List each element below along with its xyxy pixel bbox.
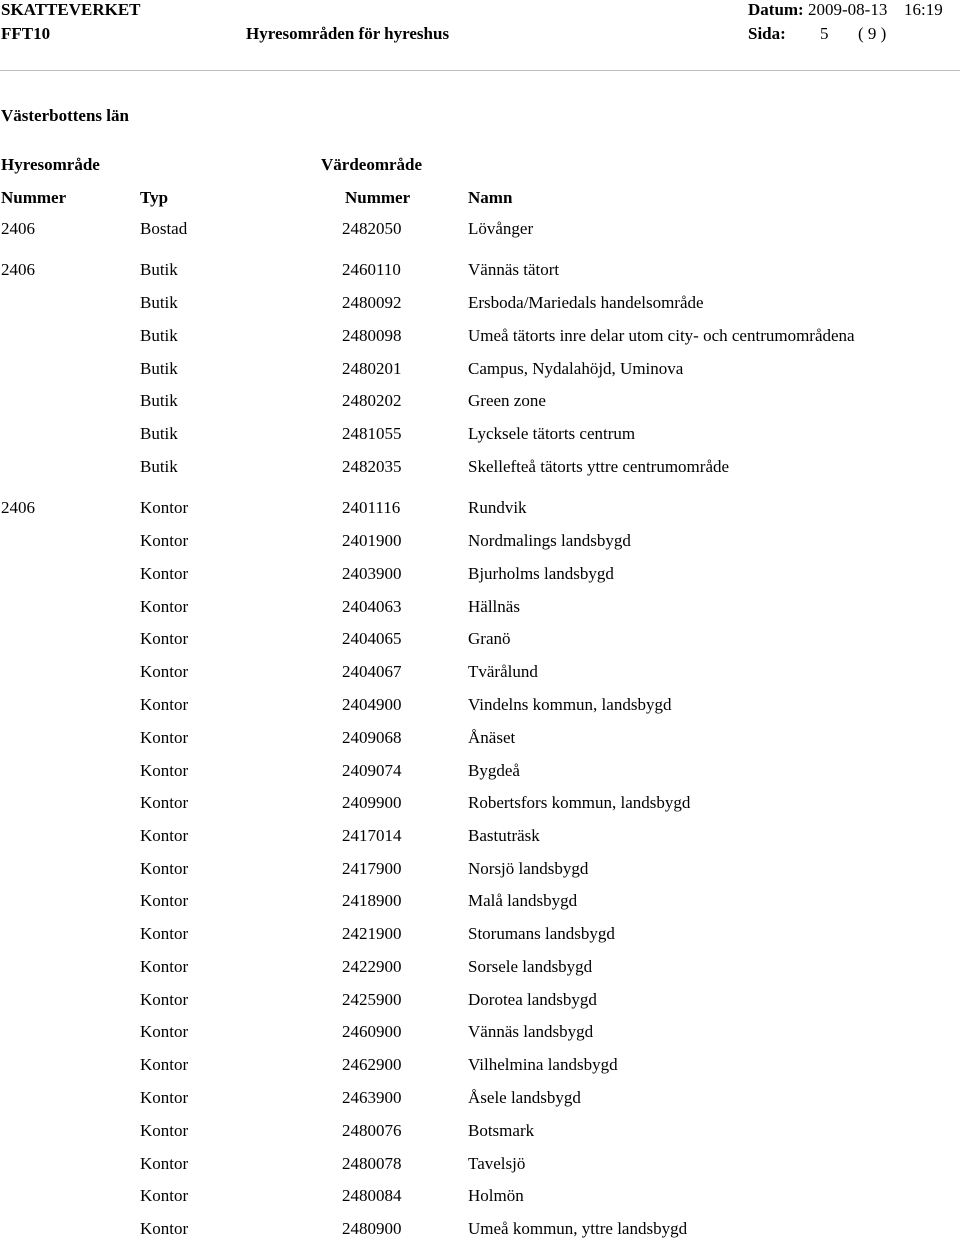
col-nummer-vardeomrade: Nummer <box>345 188 411 207</box>
table-row <box>0 1152 960 1176</box>
cell-typ: Kontor <box>140 695 189 714</box>
cell-namn: Ånäset <box>468 728 516 747</box>
table-row <box>0 988 960 1012</box>
cell-typ: Butik <box>140 260 178 279</box>
table-row <box>0 455 960 479</box>
cell-typ: Butik <box>140 293 178 312</box>
cell-namn: Storumans landsbygd <box>468 924 615 943</box>
cell-namn: Umeå tätorts inre delar utom city- och centrumområdena <box>468 326 855 345</box>
date-value: 2009-08-13 <box>808 0 888 19</box>
cell-namn: Tavelsjö <box>468 1154 526 1173</box>
org-name: SKATTEVERKET <box>1 0 141 19</box>
table-row <box>0 595 960 619</box>
cell-vardeomrade-nummer: 2480076 <box>342 1121 402 1140</box>
table-row <box>0 922 960 946</box>
table-row <box>0 217 960 241</box>
cell-namn: Sorsele landsbygd <box>468 957 593 976</box>
cell-namn: Holmön <box>468 1186 524 1205</box>
page-number: 5 <box>820 24 829 43</box>
date-label: Datum: <box>748 0 804 19</box>
cell-namn: Umeå kommun, yttre landsbygd <box>468 1219 688 1238</box>
table-row <box>0 357 960 381</box>
cell-typ: Kontor <box>140 597 189 616</box>
cell-vardeomrade-nummer: 2480078 <box>342 1154 402 1173</box>
cell-typ: Bostad <box>140 219 188 238</box>
col-group-vardeomrade: Värdeområde <box>321 155 423 174</box>
cell-namn: Ersboda/Mariedals handelsområde <box>468 293 704 312</box>
cell-typ: Kontor <box>140 564 189 583</box>
cell-namn: Botsmark <box>468 1121 535 1140</box>
cell-typ: Kontor <box>140 498 189 517</box>
cell-typ: Kontor <box>140 826 189 845</box>
cell-vardeomrade-nummer: 2480098 <box>342 326 402 345</box>
table-row <box>0 324 960 348</box>
table-row <box>0 389 960 413</box>
table-row <box>0 824 960 848</box>
cell-typ: Kontor <box>140 957 189 976</box>
cell-hyresomrade-nummer: 2406 <box>1 219 35 238</box>
cell-namn: Tvärålund <box>468 662 538 681</box>
table-row <box>0 422 960 446</box>
cell-namn: Åsele landsbygd <box>468 1088 581 1107</box>
cell-typ: Kontor <box>140 728 189 747</box>
cell-namn: Norsjö landsbygd <box>468 859 589 878</box>
cell-namn: Green zone <box>468 391 546 410</box>
page-label: Sida: <box>748 24 786 43</box>
table-row <box>0 291 960 315</box>
cell-namn: Malå landsbygd <box>468 891 578 910</box>
cell-vardeomrade-nummer: 2480084 <box>342 1186 402 1205</box>
cell-typ: Kontor <box>140 1154 189 1173</box>
cell-typ: Butik <box>140 424 178 443</box>
cell-namn: Lövånger <box>468 219 534 238</box>
col-typ: Typ <box>140 188 169 207</box>
cell-typ: Kontor <box>140 1121 189 1140</box>
cell-namn: Skellefteå tätorts yttre centrumområde <box>468 457 730 476</box>
cell-vardeomrade-nummer: 2460110 <box>342 260 401 279</box>
cell-namn: Bygdeå <box>468 761 520 780</box>
cell-vardeomrade-nummer: 2480201 <box>342 359 402 378</box>
cell-namn: Bjurholms landsbygd <box>468 564 614 583</box>
cell-typ: Butik <box>140 457 178 476</box>
document-title: Hyresområden för hyreshus <box>246 24 450 43</box>
table-row <box>0 627 960 651</box>
cell-namn: Campus, Nydalahöjd, Uminova <box>468 359 684 378</box>
cell-namn: Vindelns kommun, landsbygd <box>468 695 672 714</box>
cell-namn: Vännäs landsbygd <box>468 1022 594 1041</box>
cell-namn: Robertsfors kommun, landsbygd <box>468 793 691 812</box>
cell-vardeomrade-nummer: 2409068 <box>342 728 402 747</box>
table-row <box>0 258 960 282</box>
cell-typ: Kontor <box>140 1022 189 1041</box>
cell-vardeomrade-nummer: 2481055 <box>342 424 402 443</box>
cell-hyresomrade-nummer: 2406 <box>1 260 35 279</box>
cell-namn: Granö <box>468 629 511 648</box>
cell-vardeomrade-nummer: 2404067 <box>342 662 402 681</box>
cell-vardeomrade-nummer: 2404065 <box>342 629 402 648</box>
cell-typ: Kontor <box>140 662 189 681</box>
cell-typ: Kontor <box>140 924 189 943</box>
cell-typ: Kontor <box>140 859 189 878</box>
table-row <box>0 1053 960 1077</box>
table-row <box>0 660 960 684</box>
cell-namn: Rundvik <box>468 498 527 517</box>
table-row <box>0 955 960 979</box>
cell-vardeomrade-nummer: 2463900 <box>342 1088 402 1107</box>
cell-vardeomrade-nummer: 2480900 <box>342 1219 402 1238</box>
cell-typ: Kontor <box>140 793 189 812</box>
cell-vardeomrade-nummer: 2417900 <box>342 859 402 878</box>
table-row <box>0 791 960 815</box>
cell-namn: Nordmalings landsbygd <box>468 531 631 550</box>
cell-typ: Kontor <box>140 1055 189 1074</box>
table-row <box>0 1184 960 1208</box>
table-row <box>0 496 960 520</box>
cell-hyresomrade-nummer: 2406 <box>1 498 35 517</box>
cell-vardeomrade-nummer: 2422900 <box>342 957 402 976</box>
cell-vardeomrade-nummer: 2409900 <box>342 793 402 812</box>
cell-vardeomrade-nummer: 2480202 <box>342 391 402 410</box>
cell-vardeomrade-nummer: 2404900 <box>342 695 402 714</box>
cell-namn: Lycksele tätorts centrum <box>468 424 636 443</box>
form-id: FFT10 <box>1 24 51 43</box>
table-row <box>0 726 960 750</box>
cell-vardeomrade-nummer: 2404063 <box>342 597 402 616</box>
table-row <box>0 562 960 586</box>
time-value: 16:19 <box>904 0 943 19</box>
cell-typ: Kontor <box>140 1088 189 1107</box>
col-group-hyresomrade: Hyresområde <box>1 155 100 174</box>
table-row <box>0 693 960 717</box>
cell-vardeomrade-nummer: 2462900 <box>342 1055 402 1074</box>
cell-vardeomrade-nummer: 2409074 <box>342 761 402 780</box>
cell-vardeomrade-nummer: 2418900 <box>342 891 402 910</box>
cell-vardeomrade-nummer: 2421900 <box>342 924 402 943</box>
cell-vardeomrade-nummer: 2482050 <box>342 219 402 238</box>
cell-vardeomrade-nummer: 2403900 <box>342 564 402 583</box>
cell-typ: Kontor <box>140 1219 189 1238</box>
table-row <box>0 1119 960 1143</box>
cell-typ: Butik <box>140 326 178 345</box>
cell-vardeomrade-nummer: 2401900 <box>342 531 402 550</box>
table-row <box>0 1217 960 1241</box>
cell-vardeomrade-nummer: 2425900 <box>342 990 402 1009</box>
table-row <box>0 857 960 881</box>
cell-vardeomrade-nummer: 2401116 <box>342 498 401 517</box>
table-row <box>0 889 960 913</box>
cell-typ: Kontor <box>140 531 189 550</box>
cell-namn: Vilhelmina landsbygd <box>468 1055 618 1074</box>
col-namn: Namn <box>468 188 513 207</box>
cell-typ: Butik <box>140 359 178 378</box>
cell-vardeomrade-nummer: 2480092 <box>342 293 402 312</box>
cell-vardeomrade-nummer: 2460900 <box>342 1022 402 1041</box>
cell-typ: Kontor <box>140 990 189 1009</box>
region-title: Västerbottens län <box>1 106 129 125</box>
cell-namn: Hällnäs <box>468 597 520 616</box>
table-row <box>0 1086 960 1110</box>
cell-vardeomrade-nummer: 2482035 <box>342 457 402 476</box>
page-total: ( 9 ) <box>858 24 887 43</box>
cell-namn: Vännäs tätort <box>468 260 560 279</box>
cell-typ: Butik <box>140 391 178 410</box>
col-nummer-hyresomrade: Nummer <box>1 188 67 207</box>
cell-vardeomrade-nummer: 2417014 <box>342 826 402 845</box>
cell-typ: Kontor <box>140 891 189 910</box>
table-row <box>0 529 960 553</box>
cell-namn: Dorotea landsbygd <box>468 990 597 1009</box>
table-row <box>0 1020 960 1044</box>
cell-typ: Kontor <box>140 761 189 780</box>
cell-typ: Kontor <box>140 1186 189 1205</box>
header-divider <box>0 70 960 71</box>
table-row <box>0 759 960 783</box>
cell-typ: Kontor <box>140 629 189 648</box>
cell-namn: Bastuträsk <box>468 826 540 845</box>
